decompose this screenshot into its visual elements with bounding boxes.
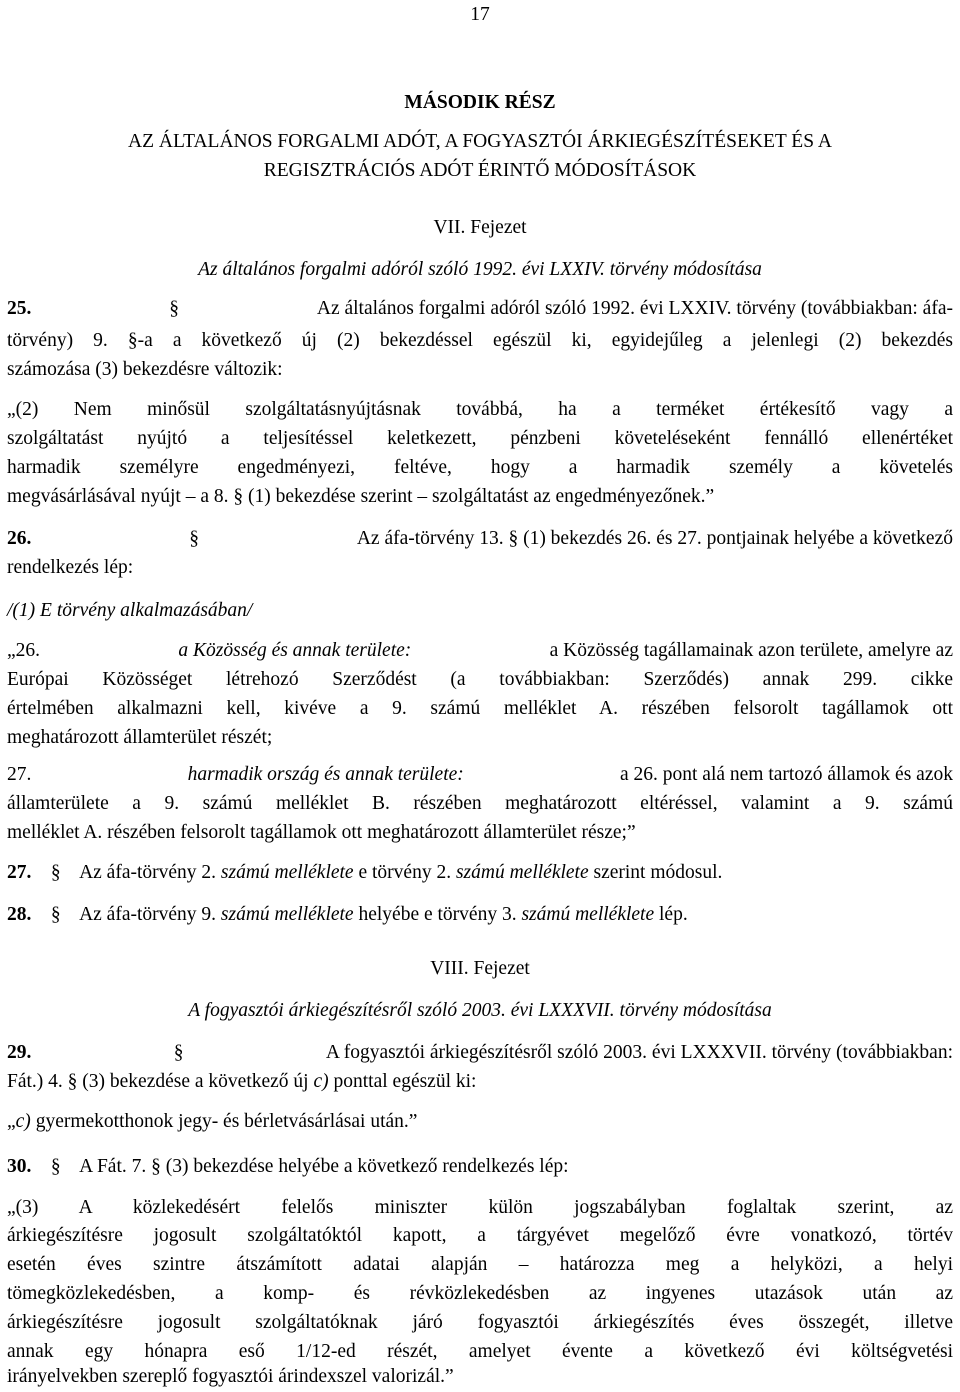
- section-25-quote-line-1: „(2) Nem minősül szolgáltatásnyújtásnak továbbá, ha a terméket értékesítő vagy a: [7, 399, 953, 420]
- section-28-line: [7, 900, 688, 929]
- point-26-text-1: a Közösség tagállamainak azon területe, amelyre az: [549, 640, 953, 661]
- section-27-text-a: Az áfa-törvény 2.: [79, 862, 217, 883]
- part-title: MÁSODIK RÉSZ: [404, 92, 556, 113]
- point-27-term: harmadik ország és annak területe:: [187, 764, 464, 785]
- section-sign: §: [169, 298, 179, 319]
- section-28-text-d: számú melléklete: [521, 904, 655, 925]
- section-25-quote-line-4: megvásárlásával nyújt – a 8. § (1) bekezdése szerint – szolgáltatást az engedményezőnek.”: [7, 486, 715, 507]
- point-26-line-3: értelmében alkalmazni kell, kivéve a 9. számú melléklet A. részében felsorolt tagállamok ott: [7, 698, 953, 719]
- section-sign: §: [50, 904, 61, 925]
- section-27-text-c: e törvény 2.: [358, 862, 452, 883]
- chapter-vii-subtitle: Az általános forgalmi adóról szóló 1992. évi LXXIV. törvény módosítása: [198, 259, 762, 280]
- section-25-line-3: számozása (3) bekezdésre változik:: [7, 359, 283, 380]
- section-sign: §: [50, 862, 61, 883]
- section-29-quote-open: „: [7, 1111, 16, 1132]
- section-26-line-1: [7, 524, 953, 553]
- section-28-text-c: helyébe e törvény 3.: [358, 904, 517, 925]
- section-27-number: 27.: [7, 862, 32, 883]
- section-30-quote-line-1: „(3) A közlekedésért felelős miniszter külön jogszabályban foglaltak szerint, az: [7, 1197, 953, 1218]
- section-26-text-1: Az áfa-törvény 13. § (1) bekezdés 26. és 27. pontjainak helyébe a következő: [356, 528, 953, 549]
- section-29-quote-text: gyermekotthonok jegy- és bérletvásárlásai után.”: [35, 1111, 418, 1132]
- point-27-line-1: [7, 760, 953, 789]
- section-29-point-letter: c): [313, 1071, 329, 1092]
- section-30-line-1: [7, 1152, 569, 1181]
- section-25-line-2: törvény) 9. §-a a következő új (2) bekezdéssel egészül ki, egyidejűleg a jelenlegi (2) bekezdés: [7, 330, 953, 351]
- section-27-text-d: számú melléklete: [455, 862, 589, 883]
- point-26-line-1: [7, 636, 953, 665]
- section-29-text-2c: ponttal egészül ki:: [333, 1071, 477, 1092]
- section-29-text-1: A fogyasztói árkiegészítésről szóló 2003. évi LXXXVII. törvény (továbbiakban:: [325, 1042, 953, 1063]
- point-26-term: a Közösség és annak területe:: [178, 640, 412, 661]
- section-30-quote-line-4: tömegközlekedésben, a komp- és révközlekedésben az ingyenes utazások után az: [7, 1283, 953, 1304]
- section-29-line-1: [7, 1038, 953, 1067]
- section-29-line-2: [7, 1067, 476, 1096]
- section-27-text-b: számú melléklete: [220, 862, 354, 883]
- part-subtitle-line-2: REGISZTRÁCIÓS ADÓT ÉRINTŐ MÓDOSÍTÁSOK: [263, 160, 697, 181]
- point-26-number: „26.: [7, 640, 41, 661]
- section-26-line-2: rendelkezés lép:: [7, 557, 134, 578]
- section-30-number: 30.: [7, 1156, 32, 1177]
- section-25-number: 25.: [7, 298, 32, 319]
- chapter-vii-title: VII. Fejezet: [433, 217, 527, 238]
- section-30-quote-line-7: irányelvekben szereplő fogyasztói árindexszel valorizál.”: [7, 1366, 454, 1387]
- section-29-text-2a: Fát.) 4. § (3) bekezdése a következő új: [7, 1071, 309, 1092]
- section-25-quote-line-3: harmadik személyre engedményezi, feltéve, hogy a harmadik személy a követelés: [7, 457, 953, 478]
- section-26-number: 26.: [7, 528, 32, 549]
- section-30-text-1: A Fát. 7. § (3) bekezdése helyébe a következő rendelkezés lép:: [79, 1156, 569, 1177]
- section-28-text-b: számú melléklete: [220, 904, 354, 925]
- point-27-text-1: a 26. pont alá nem tartozó államok és azok: [619, 764, 953, 785]
- point-26-line-4: meghatározott államterület részét;: [7, 727, 273, 748]
- section-27-line: [7, 858, 722, 887]
- section-30-quote-line-2: árkiegészítésre jogosult szolgáltatóktól kapott, a tárgyévet megelőző évre vonatkozó, törtév: [7, 1225, 953, 1246]
- section-25-text-1: Az általános forgalmi adóról szóló 1992. évi LXXIV. törvény (továbbiakban: áfa-: [316, 298, 953, 319]
- section-28-text-e: lép.: [659, 904, 688, 925]
- section-30-quote-line-6: annak egy hónapra eső 1/12-ed részét, amelyet évente a következő évi költségvetési: [7, 1341, 953, 1362]
- section-28-text-a: Az áfa-törvény 9.: [79, 904, 217, 925]
- section-30-quote-line-5: árkiegészítésre jogosult szolgáltatóknak járó fogyasztói árkiegészítés éves összegét, illetve: [7, 1312, 953, 1333]
- section-25-quote-line-2: szolgáltatást nyújtó a teljesítéssel keletkezett, pénzbeni követeléseként fennálló ellenértéket: [7, 428, 953, 449]
- section-29-quote: [7, 1107, 417, 1136]
- point-27-line-3: melléklet A. részében felsorolt tagállamok ott meghatározott államterület része;”: [7, 822, 636, 843]
- chapter-viii-title: VIII. Fejezet: [430, 958, 530, 979]
- chapter-viii-subtitle: A fogyasztói árkiegészítésről szóló 2003. évi LXXXVII. törvény módosítása: [188, 1000, 772, 1021]
- section-30-quote-line-3: esetén éves szintre átszámított adatai alapján – határozza meg a helyközi, a helyi: [7, 1254, 953, 1275]
- point-27-line-2: államterülete a 9. számú melléklet B. részében meghatározott eltéréssel, valamint a 9. számú: [7, 793, 953, 814]
- part-subtitle-line-1: AZ ÁLTALÁNOS FORGALMI ADÓT, A FOGYASZTÓI ÁRKIEGÉSZÍTÉSEKET ÉS A: [128, 131, 832, 152]
- section-sign: §: [189, 528, 199, 549]
- section-28-number: 28.: [7, 904, 32, 925]
- section-sign: §: [173, 1042, 184, 1063]
- section-27-text-e: szerint módosul.: [593, 862, 723, 883]
- section-sign: §: [50, 1156, 61, 1177]
- section-29-quote-letter: c): [15, 1111, 31, 1132]
- point-27-number: 27.: [7, 764, 32, 785]
- point-26-line-2: Európai Közösséget létrehozó Szerződést (a továbbiakban: Szerződés) annak 299. cikke: [7, 669, 953, 690]
- page-number: 17: [470, 4, 490, 25]
- section-29-number: 29.: [7, 1042, 32, 1063]
- section-26-heading: /(1) E törvény alkalmazásában/: [7, 600, 253, 621]
- section-25-line-1: [7, 294, 953, 323]
